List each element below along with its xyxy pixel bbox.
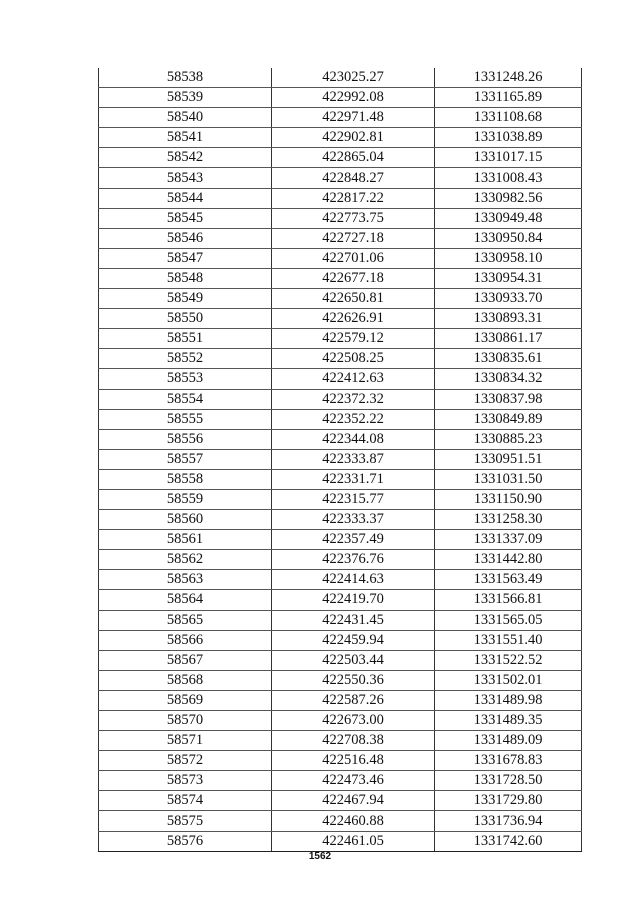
x-coordinate-cell: 422773.75	[272, 208, 435, 228]
y-coordinate-cell: 1330951.51	[435, 449, 582, 469]
x-coordinate-cell: 422333.87	[272, 449, 435, 469]
y-coordinate-cell: 1331565.05	[435, 610, 582, 630]
table-row	[99, 349, 582, 369]
x-coordinate-cell: 422431.45	[272, 610, 435, 630]
y-coordinate-cell: 1330835.61	[435, 349, 582, 369]
point-id-cell: 58570	[99, 711, 272, 731]
table-row	[99, 248, 582, 268]
table-row	[99, 128, 582, 148]
x-coordinate-cell: 422817.22	[272, 188, 435, 208]
point-id-cell: 58540	[99, 108, 272, 128]
y-coordinate-cell: 1331108.68	[435, 108, 582, 128]
table-row	[99, 188, 582, 208]
y-coordinate-cell: 1331150.90	[435, 489, 582, 509]
y-coordinate-cell: 1331008.43	[435, 168, 582, 188]
point-id-cell: 58553	[99, 369, 272, 389]
y-coordinate-cell: 1331728.50	[435, 771, 582, 791]
y-coordinate-cell: 1330893.31	[435, 309, 582, 329]
x-coordinate-cell: 422473.46	[272, 771, 435, 791]
table-row	[99, 771, 582, 791]
point-id-cell: 58561	[99, 530, 272, 550]
point-id-cell: 58551	[99, 329, 272, 349]
point-id-cell: 58556	[99, 429, 272, 449]
x-coordinate-cell: 422315.77	[272, 489, 435, 509]
y-coordinate-cell: 1331502.01	[435, 670, 582, 690]
x-coordinate-cell: 422459.94	[272, 630, 435, 650]
table-row	[99, 711, 582, 731]
x-coordinate-cell: 422352.22	[272, 409, 435, 429]
x-coordinate-cell: 422971.48	[272, 108, 435, 128]
y-coordinate-cell: 1330958.10	[435, 248, 582, 268]
table-row	[99, 289, 582, 309]
y-coordinate-cell: 1331729.80	[435, 791, 582, 811]
x-coordinate-cell: 422372.32	[272, 389, 435, 409]
table-row	[99, 530, 582, 550]
table-row	[99, 610, 582, 630]
y-coordinate-cell: 1331566.81	[435, 590, 582, 610]
point-id-cell: 58565	[99, 610, 272, 630]
table-row	[99, 369, 582, 389]
table-row	[99, 148, 582, 168]
x-coordinate-cell: 423025.27	[272, 68, 435, 88]
point-id-cell: 58567	[99, 650, 272, 670]
point-id-cell: 58550	[99, 309, 272, 329]
y-coordinate-cell: 1330861.17	[435, 329, 582, 349]
y-coordinate-cell: 1330849.89	[435, 409, 582, 429]
x-coordinate-cell: 422579.12	[272, 329, 435, 349]
y-coordinate-cell: 1331522.52	[435, 650, 582, 670]
y-coordinate-cell: 1331489.98	[435, 690, 582, 710]
table-row	[99, 731, 582, 751]
y-coordinate-cell: 1331038.89	[435, 128, 582, 148]
y-coordinate-cell: 1331489.09	[435, 731, 582, 751]
x-coordinate-cell: 422848.27	[272, 168, 435, 188]
table-row	[99, 449, 582, 469]
y-coordinate-cell: 1331165.89	[435, 88, 582, 108]
point-id-cell: 58538	[99, 68, 272, 88]
x-coordinate-cell: 422503.44	[272, 650, 435, 670]
table-body	[99, 68, 582, 851]
x-coordinate-cell: 422461.05	[272, 831, 435, 851]
point-id-cell: 58539	[99, 88, 272, 108]
table-row	[99, 630, 582, 650]
x-coordinate-cell: 422650.81	[272, 289, 435, 309]
table-row	[99, 590, 582, 610]
point-id-cell: 58564	[99, 590, 272, 610]
point-id-cell: 58574	[99, 791, 272, 811]
point-id-cell: 58576	[99, 831, 272, 851]
table-row	[99, 68, 582, 88]
point-id-cell: 58566	[99, 630, 272, 650]
table-row	[99, 228, 582, 248]
y-coordinate-cell: 1331017.15	[435, 148, 582, 168]
x-coordinate-cell: 422414.63	[272, 570, 435, 590]
x-coordinate-cell: 422376.76	[272, 550, 435, 570]
x-coordinate-cell: 422902.81	[272, 128, 435, 148]
point-id-cell: 58555	[99, 409, 272, 429]
y-coordinate-cell: 1331551.40	[435, 630, 582, 650]
x-coordinate-cell: 422419.70	[272, 590, 435, 610]
point-id-cell: 58569	[99, 690, 272, 710]
x-coordinate-cell: 422550.36	[272, 670, 435, 690]
table-row	[99, 650, 582, 670]
table-row	[99, 268, 582, 288]
point-id-cell: 58554	[99, 389, 272, 409]
table-row	[99, 88, 582, 108]
y-coordinate-cell: 1331442.80	[435, 550, 582, 570]
y-coordinate-cell: 1331258.30	[435, 510, 582, 530]
x-coordinate-cell: 422467.94	[272, 791, 435, 811]
point-id-cell: 58548	[99, 268, 272, 288]
point-id-cell: 58543	[99, 168, 272, 188]
x-coordinate-cell: 422412.63	[272, 369, 435, 389]
point-id-cell: 58575	[99, 811, 272, 831]
x-coordinate-cell: 422992.08	[272, 88, 435, 108]
x-coordinate-cell: 422708.38	[272, 731, 435, 751]
x-coordinate-cell: 422357.49	[272, 530, 435, 550]
y-coordinate-cell: 1331031.50	[435, 469, 582, 489]
point-id-cell: 58559	[99, 489, 272, 509]
y-coordinate-cell: 1331742.60	[435, 831, 582, 851]
point-id-cell: 58562	[99, 550, 272, 570]
x-coordinate-cell: 422344.08	[272, 429, 435, 449]
point-id-cell: 58572	[99, 751, 272, 771]
point-id-cell: 58541	[99, 128, 272, 148]
table-row	[99, 751, 582, 771]
table-row	[99, 690, 582, 710]
table-row	[99, 309, 582, 329]
x-coordinate-cell: 422508.25	[272, 349, 435, 369]
x-coordinate-cell: 422460.88	[272, 811, 435, 831]
y-coordinate-cell: 1331248.26	[435, 68, 582, 88]
y-coordinate-cell: 1331563.49	[435, 570, 582, 590]
point-id-cell: 58568	[99, 670, 272, 690]
point-id-cell: 58563	[99, 570, 272, 590]
x-coordinate-cell: 422331.71	[272, 469, 435, 489]
y-coordinate-cell: 1330834.32	[435, 369, 582, 389]
point-id-cell: 58547	[99, 248, 272, 268]
x-coordinate-cell: 422333.37	[272, 510, 435, 530]
table-row	[99, 670, 582, 690]
y-coordinate-cell: 1330950.84	[435, 228, 582, 248]
y-coordinate-cell: 1330949.48	[435, 208, 582, 228]
point-id-cell: 58542	[99, 148, 272, 168]
table-row	[99, 108, 582, 128]
point-id-cell: 58573	[99, 771, 272, 791]
y-coordinate-cell: 1330837.98	[435, 389, 582, 409]
point-id-cell: 58545	[99, 208, 272, 228]
table-row	[99, 329, 582, 349]
table-row	[99, 570, 582, 590]
point-id-cell: 58558	[99, 469, 272, 489]
table-row	[99, 550, 582, 570]
coordinate-table	[98, 68, 582, 852]
page-number: 1562	[308, 851, 332, 862]
table-row	[99, 469, 582, 489]
table-row	[99, 831, 582, 851]
y-coordinate-cell: 1331678.83	[435, 751, 582, 771]
x-coordinate-cell: 422516.48	[272, 751, 435, 771]
table-row	[99, 409, 582, 429]
y-coordinate-cell: 1330954.31	[435, 268, 582, 288]
y-coordinate-cell: 1331736.94	[435, 811, 582, 831]
point-id-cell: 58544	[99, 188, 272, 208]
x-coordinate-cell: 422673.00	[272, 711, 435, 731]
point-id-cell: 58557	[99, 449, 272, 469]
table-row	[99, 791, 582, 811]
x-coordinate-cell: 422677.18	[272, 268, 435, 288]
table-row	[99, 510, 582, 530]
y-coordinate-cell: 1331337.09	[435, 530, 582, 550]
x-coordinate-cell: 422587.26	[272, 690, 435, 710]
table-row	[99, 208, 582, 228]
y-coordinate-cell: 1331489.35	[435, 711, 582, 731]
x-coordinate-cell: 422626.91	[272, 309, 435, 329]
table-row	[99, 811, 582, 831]
point-id-cell: 58560	[99, 510, 272, 530]
y-coordinate-cell: 1330933.70	[435, 289, 582, 309]
y-coordinate-cell: 1330982.56	[435, 188, 582, 208]
point-id-cell: 58549	[99, 289, 272, 309]
table-row	[99, 429, 582, 449]
table-row	[99, 168, 582, 188]
point-id-cell: 58571	[99, 731, 272, 751]
point-id-cell: 58552	[99, 349, 272, 369]
y-coordinate-cell: 1330885.23	[435, 429, 582, 449]
table-row	[99, 389, 582, 409]
x-coordinate-cell: 422727.18	[272, 228, 435, 248]
table-row	[99, 489, 582, 509]
x-coordinate-cell: 422865.04	[272, 148, 435, 168]
x-coordinate-cell: 422701.06	[272, 248, 435, 268]
point-id-cell: 58546	[99, 228, 272, 248]
